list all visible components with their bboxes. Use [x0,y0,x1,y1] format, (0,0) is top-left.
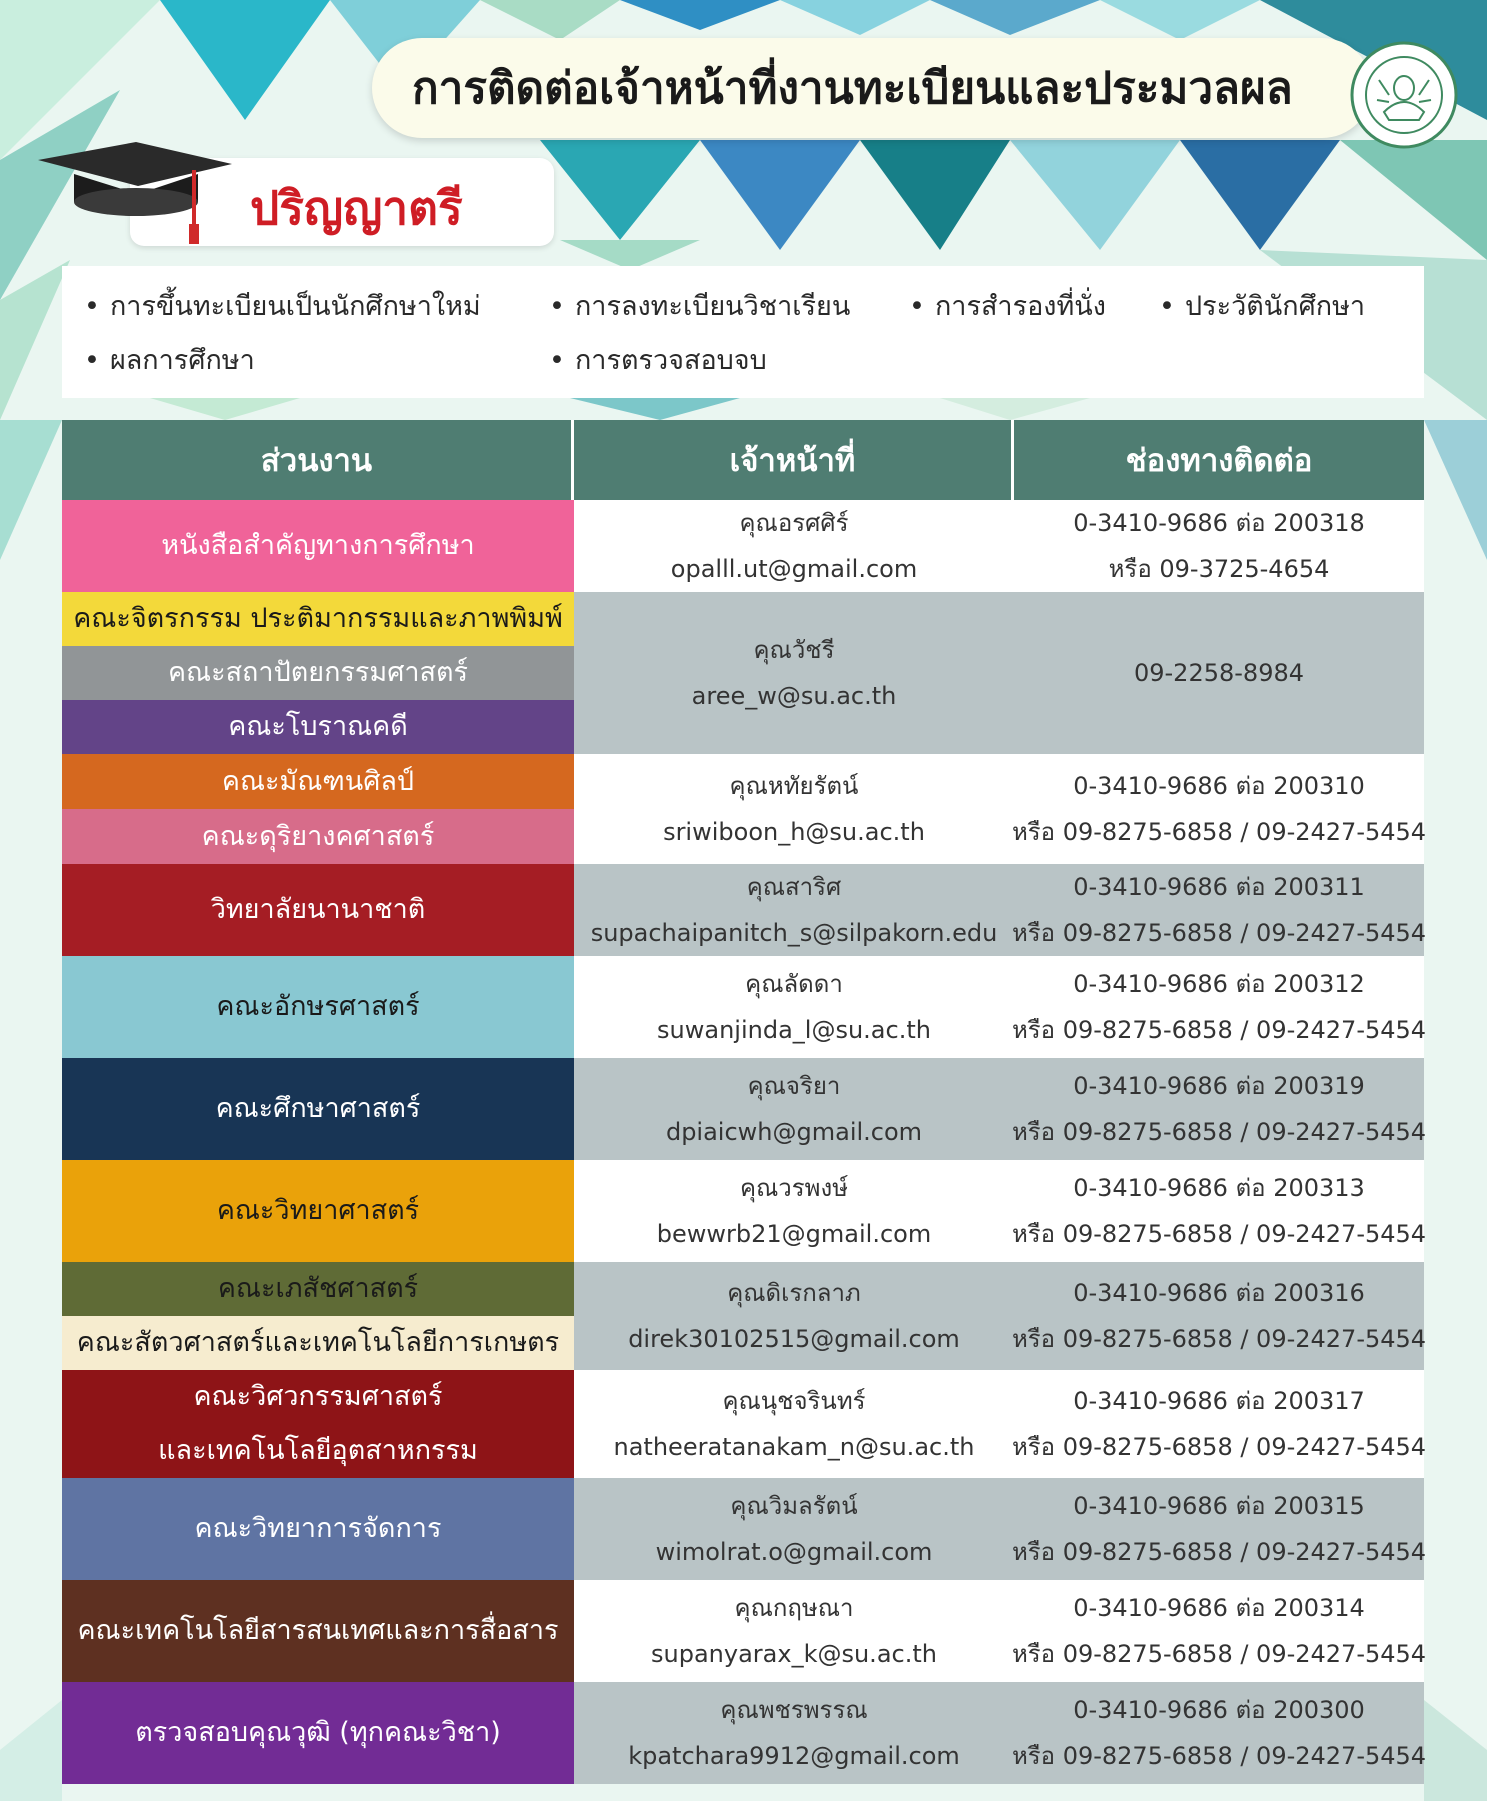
contact-cell [1011,1682,1427,1784]
staff-name: คุณจริยา [747,1072,841,1100]
staff-cell [574,1682,1014,1784]
unit-cell [62,1682,574,1784]
contact-phone: 0-3410-9686 ต่อ 200318 [1073,509,1365,537]
unit-name: คณะวิศวกรรมศาสตร์ [62,1370,574,1424]
services-list [62,266,1424,398]
contact-cell [1011,864,1427,956]
unit-name: คณะวิทยาศาสตร์ [62,1160,574,1262]
contact-phone: 0-3410-9686 ต่อ 200312 [1073,970,1365,998]
unit-name: คณะมัณฑนศิลป์ [62,754,574,809]
header-unit: ส่วนงาน [62,420,574,500]
unit-name: คณะวิทยาการจัดการ [62,1478,574,1580]
staff-cell [574,1058,1014,1160]
staff-email[interactable]: direk30102515@gmail.com [628,1325,960,1353]
staff-email[interactable]: supanyarax_k@su.ac.th [651,1640,937,1668]
staff-email[interactable]: suwanjinda_l@su.ac.th [657,1016,931,1044]
contact-phone: 09-2258-8984 [1133,659,1304,687]
contact-cell [1011,1370,1427,1478]
unit-cell [62,1478,574,1580]
unit-cell [62,592,574,754]
unit-name: คณะอักษรศาสตร์ [62,956,574,1058]
staff-email[interactable]: kpatchara9912@gmail.com [628,1742,960,1770]
service-item: • ประวัตินักศึกษา [1159,284,1365,327]
contact-phone-alt: หรือ 09-8275-6858 / 09-2427-5454 [1011,919,1427,947]
unit-cell [62,864,574,956]
contact-cell [1011,956,1427,1058]
title-banner [372,38,1372,138]
table-row [62,1370,1427,1478]
staff-name: คุณสาริศ [746,873,842,901]
staff-name: คุณหทัยรัตน์ [729,772,859,800]
contact-table [62,420,1427,1784]
staff-cell [574,592,1014,754]
staff-name: คุณกฤษณา [734,1594,854,1622]
unit-cell [62,1262,574,1370]
staff-name: คุณลัดดา [745,970,843,998]
unit-name: คณะศึกษาศาสตร์ [62,1058,574,1160]
table-row [62,1478,1427,1580]
graduation-cap-icon [34,138,234,258]
staff-cell [574,1160,1014,1262]
unit-name: ตรวจสอบคุณวุฒิ (ทุกคณะวิชา) [62,1682,574,1784]
staff-email[interactable]: natheeratanakam_n@su.ac.th [613,1433,975,1461]
table-header [62,420,1424,500]
staff-name: คุณดิเรกลาภ [727,1279,861,1307]
contact-cell [1011,1478,1427,1580]
staff-cell [574,500,1014,592]
table-row [62,1058,1427,1160]
contact-phone-alt: หรือ 09-8275-6858 / 09-2427-5454 [1011,1016,1427,1044]
unit-cell [62,1058,574,1160]
contact-phone-alt: หรือ 09-8275-6858 / 09-2427-5454 [1011,818,1427,846]
table-row [62,754,1427,864]
unit-cell [62,956,574,1058]
staff-email[interactable]: wimolrat.o@gmail.com [655,1538,933,1566]
contact-phone-alt: หรือ 09-8275-6858 / 09-2427-5454 [1011,1325,1427,1353]
contact-phone: 0-3410-9686 ต่อ 200314 [1073,1594,1365,1622]
contact-phone-alt: หรือ 09-8275-6858 / 09-2427-5454 [1011,1118,1427,1146]
service-item: • ผลการศึกษา [84,338,255,381]
contact-cell [1014,592,1424,754]
unit-name: คณะสัตวศาสตร์และเทคโนโลยีการเกษตร [62,1316,574,1370]
unit-name: คณะเทคโนโลยีสารสนเทศและการสื่อสาร [62,1580,574,1682]
contact-phone-alt: หรือ 09-8275-6858 / 09-2427-5454 [1011,1640,1427,1668]
staff-email[interactable]: sriwiboon_h@su.ac.th [663,818,925,846]
contact-phone: 0-3410-9686 ต่อ 200311 [1073,873,1365,901]
unit-cell [62,1580,574,1682]
unit-name: คณะดุริยางคศาสตร์ [62,809,574,864]
staff-cell [574,1580,1014,1682]
staff-name: คุณวัชรี [753,636,835,664]
contact-phone: 0-3410-9686 ต่อ 200319 [1073,1072,1365,1100]
contact-phone-alt: หรือ 09-8275-6858 / 09-2427-5454 [1011,1220,1427,1248]
contact-phone: 0-3410-9686 ต่อ 200315 [1073,1492,1365,1520]
page-title: การติดต่อเจ้าหน้าที่งานทะเบียนและประมวลผล [412,63,1293,114]
staff-email[interactable]: dpiaicwh@gmail.com [665,1118,923,1146]
contact-cell [1011,754,1427,864]
contact-phone: 0-3410-9686 ต่อ 200317 [1073,1387,1365,1415]
contact-phone-alt: หรือ 09-3725-4654 [1108,555,1330,583]
contact-phone: 0-3410-9686 ต่อ 200313 [1073,1174,1365,1202]
staff-email[interactable]: supachaipanitch_s@silpakorn.edu [590,919,998,947]
table-body [62,500,1427,1784]
table-row [62,956,1427,1058]
header-staff: เจ้าหน้าที่ [574,420,1014,500]
contact-cell [1011,1058,1427,1160]
table-row [62,1580,1427,1682]
table-row [62,1682,1427,1784]
degree-level-title: ปริญญาตรี [250,181,463,235]
unit-name: คณะจิตรกรรม ประติมากรรมและภาพพิมพ์ [62,592,574,646]
unit-cell [62,754,574,864]
table-row [62,1262,1427,1370]
staff-cell [574,1478,1014,1580]
unit-name: คณะโบราณคดี [62,700,574,754]
service-item: • การขึ้นทะเบียนเป็นนักศึกษาใหม่ [84,284,481,327]
unit-cell [62,500,574,592]
staff-name: คุณพชรพรรณ [720,1696,868,1724]
staff-cell [574,956,1014,1058]
contact-cell [1011,1160,1427,1262]
staff-name: คุณอรศศิร์ [739,509,849,537]
contact-cell [1011,1262,1427,1370]
service-item: • การลงทะเบียนวิชาเรียน [549,284,850,327]
unit-name: คณะสถาปัตยกรรมศาสตร์ [62,646,574,700]
contact-phone-alt: หรือ 09-8275-6858 / 09-2427-5454 [1011,1538,1427,1566]
unit-cell [62,1160,574,1262]
service-item: • การตรวจสอบจบ [549,338,767,381]
staff-cell [574,1370,1014,1478]
unit-cell [62,1370,574,1478]
staff-email[interactable]: aree_w@su.ac.th [691,682,897,710]
staff-cell [574,1262,1014,1370]
staff-name: คุณวิมลรัตน์ [730,1492,858,1520]
contact-cell [1011,1580,1427,1682]
contact-phone-alt: หรือ 09-8275-6858 / 09-2427-5454 [1011,1742,1427,1770]
staff-name: คุณวรพงษ์ [739,1174,849,1202]
contact-phone: 0-3410-9686 ต่อ 200300 [1073,1696,1365,1724]
table-row [62,592,1424,754]
staff-email[interactable]: bewwrb21@gmail.com [656,1220,932,1248]
table-row [62,864,1427,956]
table-row [62,1160,1427,1262]
university-seal-icon [1349,40,1459,150]
unit-name: คณะเภสัชศาสตร์ [62,1262,574,1316]
staff-cell [574,754,1014,864]
unit-name: และเทคโนโลยีอุตสาหกรรม [62,1424,574,1478]
staff-cell [574,864,1014,956]
header-contact: ช่องทางติดต่อ [1125,443,1313,479]
staff-email[interactable]: opalll.ut@gmail.com [670,555,918,583]
contact-phone-alt: หรือ 09-8275-6858 / 09-2427-5454 [1011,1433,1427,1461]
contact-phone: 0-3410-9686 ต่อ 200310 [1073,772,1365,800]
unit-name: หนังสือสำคัญทางการศึกษา [62,500,574,592]
unit-name: วิทยาลัยนานาชาติ [62,864,574,956]
table-row [62,500,1424,592]
staff-name: คุณนุชจรินทร์ [722,1387,866,1415]
contact-cell [1014,500,1424,592]
contact-phone: 0-3410-9686 ต่อ 200316 [1073,1279,1365,1307]
service-item: • การสำรองที่นั่ง [909,284,1106,327]
